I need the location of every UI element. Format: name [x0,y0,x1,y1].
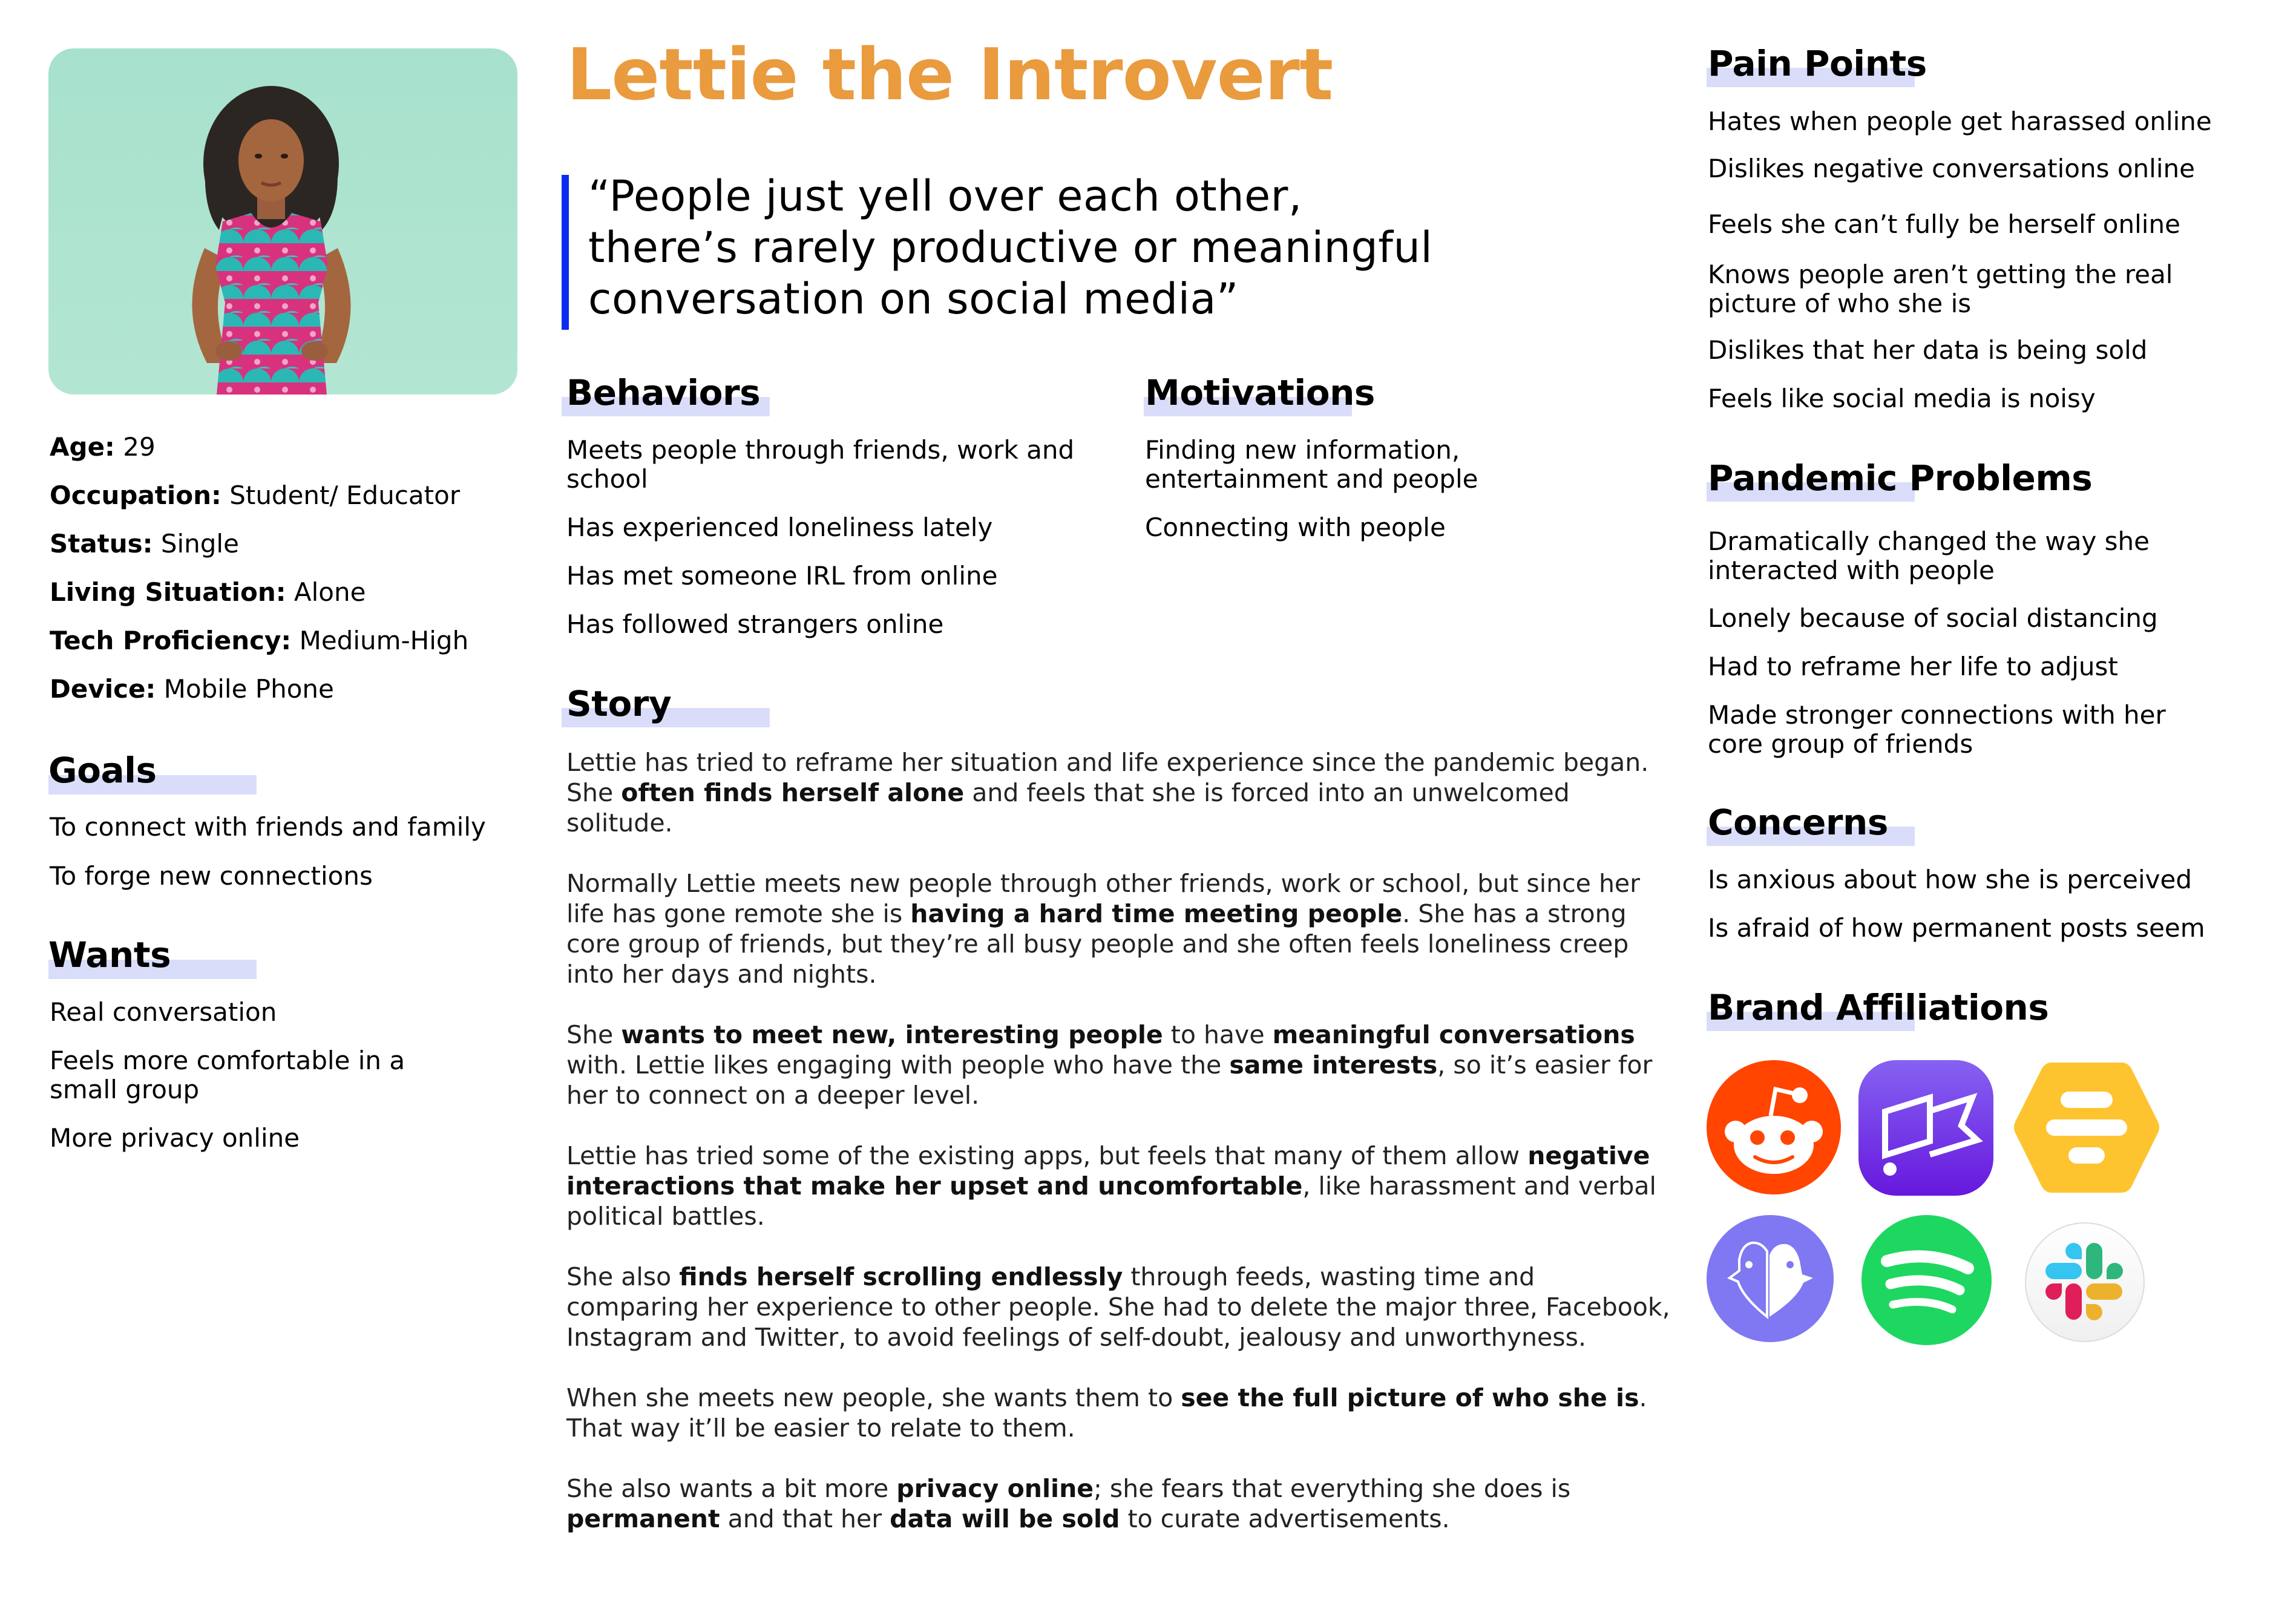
flag-app-icon [1858,1060,1993,1196]
quote-line: conversation on social media” [588,274,1239,324]
story-text: . She has a strong core group of friends, but they’re all busy people and she often feels loneliness creep into her days and nights. [566,899,1629,989]
story-emphasis: permanent [566,1504,720,1533]
behavior-item: Has experienced loneliness lately [566,513,993,542]
pain-point-item: Dislikes that her data is being sold [1708,335,2148,365]
story-text: She [566,1020,622,1049]
story-emphasis: often finds herself alone [621,778,965,807]
concern-item: Is anxious about how she is perceived [1708,865,2192,894]
story-heading: Story [566,683,672,724]
story-text: . That way it’ll be easier to relate to them. [566,1383,1647,1443]
story-paragraph [566,1473,1674,1534]
motivation-item: Finding new information, entertainment and people [1145,435,1478,494]
story-emphasis: wants to meet new, interesting people [621,1020,1163,1049]
quote-line: “People just yell over each other, [588,171,1302,221]
pandemic-problem-item: Lonely because of social distancing [1708,603,2158,633]
story-text: She also wants a bit more [566,1474,897,1503]
persona-title: Lettie the Introvert [566,33,1333,116]
story-emphasis: see the full picture of who she is [1181,1383,1639,1412]
story-emphasis: having a hard time meeting people [910,899,1403,928]
goal-item: To connect with friends and family [50,812,486,842]
story-paragraph [566,1262,1674,1352]
story-text: and feels that she is forced into an unwelcomed solitude. [566,778,1570,837]
profile-age [50,434,156,460]
story-paragraph [566,868,1674,989]
profile-value: Single [160,529,239,559]
story-emphasis: privacy online [896,1474,1094,1503]
story-paragraph [566,1020,1674,1110]
quote-line: there’s rarely productive or meaningful [588,223,1433,272]
story-emphasis: finds herself scrolling endlessly [679,1262,1123,1291]
story-text: through feeds, wasting time and comparing her experience to other people. She had to delete the major three, Facebook, Instagram and Twitter, to avoid feelings of self-doubt, jealousy and unworthyness. [566,1262,1670,1352]
want-item: Real conversation [50,997,277,1027]
profile-value: 29 [123,432,156,462]
concerns-heading: Concerns [1708,802,1888,843]
want-item: Feels more comfortable in a small group [50,1046,405,1104]
profile-label: Status: [50,529,153,559]
pandemic-problem-item: Dramatically changed the way she interacted with people [1708,526,2150,585]
spotify-icon [1861,1215,1992,1345]
story-text: , so it’s easier for her to connect on a deeper level. [566,1050,1653,1110]
pain-point-item: Feels she can’t fully be herself online [1708,209,2180,239]
pandemic-problem-item: Had to reframe her life to adjust [1708,652,2118,681]
pandemic-problem-item: Made stronger connections with her core group of friends [1708,700,2166,759]
story-text: to curate advertisements. [1120,1504,1450,1533]
profile-label: Living Situation: [50,577,286,607]
story-text: When she meets new people, she wants them to [566,1383,1181,1412]
behaviors-heading: Behaviors [566,372,761,413]
profile-device [50,674,334,704]
story-body [566,747,1674,1564]
story-text: with. Lettie likes engaging with people who have the [566,1050,1230,1080]
slack-icon [2024,1222,2145,1343]
story-text: Lettie has tried some of the existing apps, but feels that many of them allow [566,1141,1528,1170]
profile-label: Tech Proficiency: [50,626,292,655]
profile-label: Occupation: [50,480,221,510]
story-paragraph [566,747,1674,838]
pain-point-item: Knows people aren’t getting the real picture of who she is [1708,260,2173,318]
want-item: More privacy online [50,1123,300,1153]
profile-value: Alone [294,577,366,607]
motivation-item: Connecting with people [1145,513,1446,542]
story-text: to have [1163,1020,1273,1049]
bird-heart-app-icon [1707,1215,1834,1342]
profile-label: Age: [50,432,115,462]
pain-point-item: Feels like social media is noisy [1708,384,2096,413]
profile-value: Mobile Phone [163,674,334,704]
behavior-item: Has followed strangers online [566,609,944,639]
behavior-item: Meets people through friends, work and school [566,435,1075,494]
goals-heading: Goals [48,750,157,791]
story-emphasis: same interests [1229,1050,1438,1080]
motivations-heading: Motivations [1145,372,1375,413]
story-text: , like harassment and verbal political battles. [566,1171,1656,1231]
persona-quote [588,171,1432,325]
story-text: ; she fears that everything she does is [1094,1474,1571,1503]
profile-label: Device: [50,674,156,704]
profile-living-situation [50,577,366,607]
story-emphasis: negative interactions that make her upset and uncomfortable [566,1141,1650,1201]
profile-status [50,531,239,557]
concern-item: Is afraid of how permanent posts seem [1708,913,2205,943]
pain-points-heading: Pain Points [1708,43,1927,84]
pain-point-item: Dislikes negative conversations online [1708,154,2195,183]
story-paragraph [566,1383,1674,1443]
persona-photo [48,48,517,395]
pain-point-item: Hates when people get harassed online [1708,106,2212,136]
reddit-icon [1707,1060,1841,1194]
profile-tech-proficiency [50,628,468,654]
profile-value: Student/ Educator [229,480,461,510]
story-text: Normally Lettie meets new people through other friends, work or school, but since her life has gone remote she is [566,869,1641,928]
behavior-item: Has met someone IRL from online [566,561,998,591]
pandemic-problems-heading: Pandemic Problems [1708,457,2093,499]
bumble-icon [2013,1063,2160,1193]
story-text: and that her [720,1504,890,1533]
profile-value: Medium-High [299,626,469,655]
story-text: She also [566,1262,680,1291]
brand-affiliations-heading: Brand Affiliations [1708,987,2049,1028]
goal-item: To forge new connections [50,861,373,891]
wants-heading: Wants [48,934,171,975]
profile-occupation [50,480,461,510]
persona-photo-illustration [48,48,517,395]
story-emphasis: meaningful conversations [1272,1020,1635,1049]
story-emphasis: data will be sold [890,1504,1120,1533]
story-text: Lettie has tried to reframe her situation and life experience since the pandemic began. She [566,748,1649,807]
quote-bar [562,175,569,330]
story-paragraph [566,1141,1674,1231]
